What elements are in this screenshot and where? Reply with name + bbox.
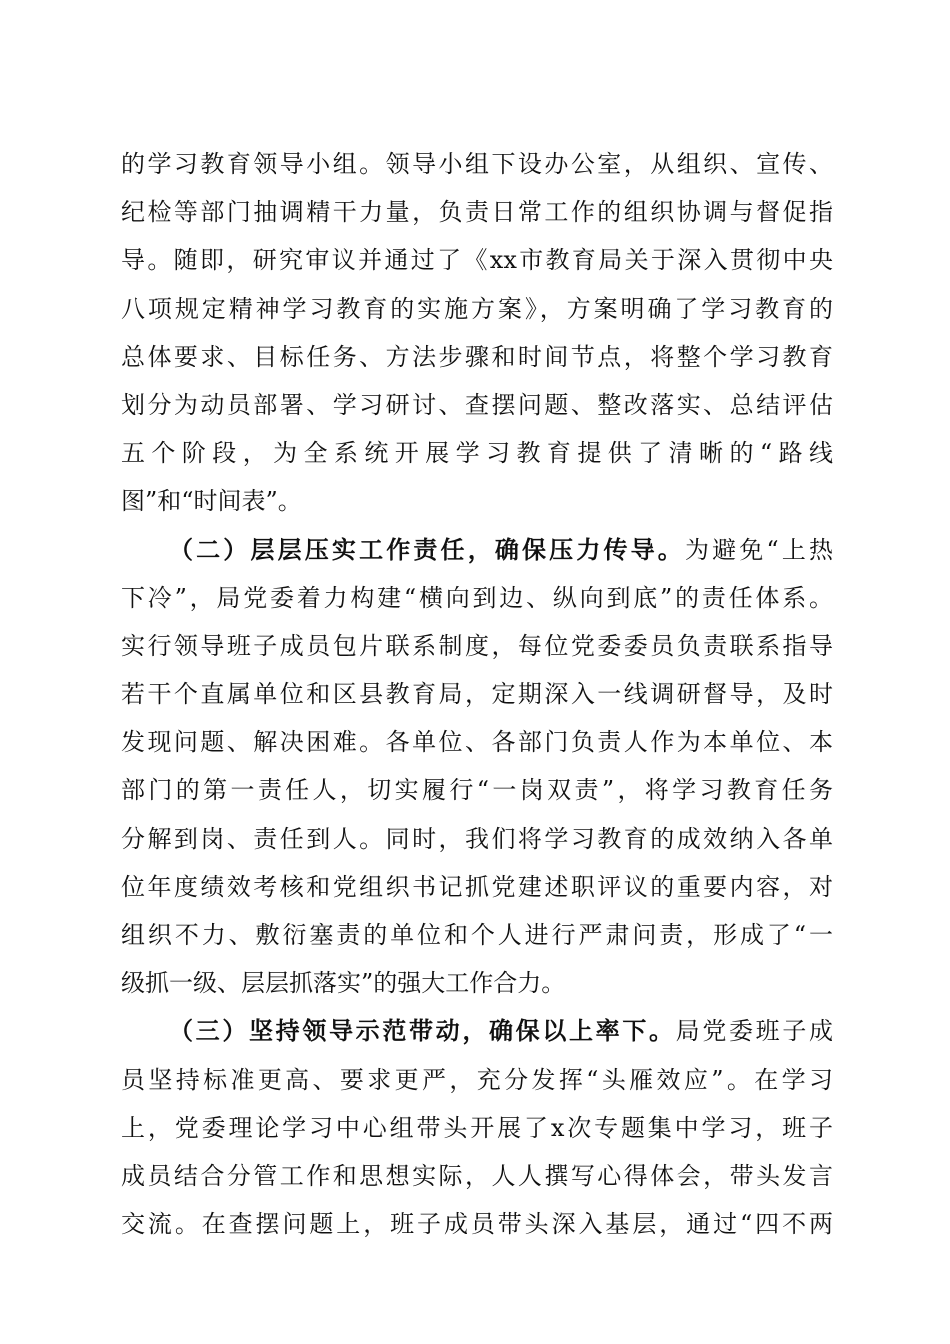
text-line: 成员结合分管工作和思想实际，人人撰写心得体会，带头发言 — [121, 1161, 833, 1190]
text-run: 为避免“上热 — [684, 535, 833, 564]
text-run: 局党委班子成 — [675, 1017, 834, 1046]
text-line: 纪检等部门抽调精干力量，负责日常工作的组织协调与督促指 — [121, 198, 833, 227]
text-line: 上，党委理论学习中心组带头开展了x次专题集中学习，班子 — [121, 1113, 833, 1142]
paragraph-first-line — [121, 1007, 833, 1055]
text-line: 的学习教育领导小组。领导小组下设办公室，从组织、宣传、 — [121, 150, 833, 178]
section-heading: （二）层层压实工作责任，确保压力传导。 — [169, 534, 685, 564]
text-line: 划分为动员部署、学习研讨、查摆问题、整改落实、总结评估 — [121, 390, 833, 419]
document-body — [121, 140, 833, 1248]
paragraph-first-line — [121, 526, 833, 574]
text-line: 级抓一级、层层抓落实”的强大工作合力。 — [121, 969, 566, 998]
text-line: 实行领导班子成员包片联系制度，每位党委委员负责联系指导 — [121, 631, 833, 660]
text-line: 导。随即，研究审议并通过了《xx市教育局关于深入贯彻中央 — [121, 246, 833, 275]
text-line: 八项规定精神学习教育的实施方案》，方案明确了学习教育的 — [121, 294, 833, 323]
text-line: 总体要求、目标任务、方法步骤和时间节点，将整个学习教育 — [121, 342, 833, 371]
text-line: 员坚持标准更高、要求更严，充分发挥“头雁效应”。在学习 — [121, 1065, 833, 1094]
text-line: 位年度绩效考核和党组织书记抓党建述职评议的重要内容，对 — [121, 872, 833, 901]
text-line: 下冷”，局党委着力构建“横向到边、纵向到底”的责任体系。 — [121, 583, 833, 612]
text-line: 组织不力、敷衍塞责的单位和个人进行严肃问责，形成了“一 — [121, 921, 833, 949]
text-line: 发现问题、解决困难。各单位、各部门负责人作为本单位、本 — [121, 728, 833, 757]
section-heading: （三）坚持领导示范带动，确保以上率下。 — [169, 1016, 676, 1046]
text-line: 五个阶段，为全系统开展学习教育提供了清晰的“路线 — [121, 439, 833, 468]
text-line: 交流。在查摆问题上，班子成员带头深入基层，通过“四不两 — [121, 1210, 833, 1239]
text-line: 图”和“时间表”。 — [121, 487, 302, 516]
text-line: 分解到岗、责任到人。同时，我们将学习教育的成效纳入各单 — [121, 824, 833, 853]
text-line: 若干个直属单位和区县教育局，定期深入一线调研督导，及时 — [121, 680, 833, 709]
text-line: 部门的第一责任人，切实履行“一岗双责”，将学习教育任务 — [121, 776, 833, 805]
